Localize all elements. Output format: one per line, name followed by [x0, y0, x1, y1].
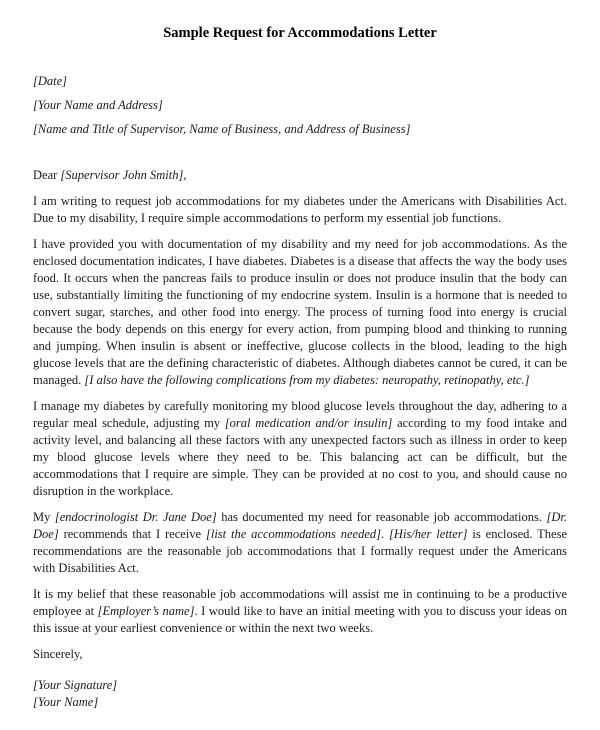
letter-body	[33, 193, 567, 637]
letter-paragraph	[33, 193, 567, 227]
body-text: It is my belief that these reasonable job accommodations will assist me in continuing to be a productive employee at	[33, 587, 567, 618]
signature-line: [Your Name]	[33, 695, 99, 709]
body-text: ,	[183, 168, 187, 182]
placeholder-text: [list the accommodations needed]	[205, 527, 382, 541]
body-text: Dear	[33, 168, 61, 182]
placeholder-text: [endocrinologist Dr. Jane Doe]	[54, 510, 217, 524]
signature-block	[33, 677, 567, 711]
closing: Sincerely,	[33, 647, 83, 661]
header-placeholder-line: [Name and Title of Supervisor, Name of Business, and Address of Business]	[33, 122, 411, 136]
placeholder-text: [Employer’s name]	[97, 604, 195, 618]
body-text: My	[33, 510, 55, 524]
letter-paragraph	[33, 586, 567, 637]
letter-paragraph	[33, 398, 567, 500]
placeholder-text: [Dr. Doe]	[33, 510, 568, 541]
signature-line: [Your Signature]	[33, 678, 118, 692]
body-text: has documented my need for reasonable job accommodations.	[216, 510, 547, 524]
body-text: I am writing to request job accommodations for my diabetes under the Americans with Disabilities Act. Due to my disability, I require simple accommodations to perform my essential job functions.	[33, 194, 567, 225]
body-text: according to my food intake and activity level, and balancing all these factors with any unexpected factors such as illness in order to keep my blood glucose levels where they need to be. This balancing act can be difficult, but the accommodations that I require are simple. They can be provided at no cost to you, and should cause no disruption in the workplace.	[33, 416, 567, 498]
placeholder-text: [His/her letter]	[389, 527, 468, 541]
body-text: I manage my diabetes by carefully monitoring my blood glucose levels throughout the day, adhering to a regular meal schedule, adjusting my	[33, 399, 567, 430]
letter-paragraph	[33, 236, 567, 389]
body-text: recommends that I receive	[58, 527, 206, 541]
placeholder-text: [oral medication and/or insulin]	[224, 416, 393, 430]
header-placeholder-line: [Your Name and Address]	[33, 98, 163, 112]
letter-header-block	[33, 73, 567, 137]
placeholder-text: [I also have the following complications from my diabetes: neuropathy, retinopathy, etc.]	[84, 373, 530, 387]
placeholder-text: [Supervisor John Smith]	[60, 168, 184, 182]
body-text: is enclosed. These recommendations are the reasonable job accommodations that I formally request under the Americans with Disabilities Act.	[33, 527, 568, 575]
body-text: .	[381, 527, 390, 541]
header-placeholder-line: [Date]	[33, 74, 68, 88]
body-text: . I would like to have an initial meeting with you to discuss your ideas on this issue at your earliest convenience or within the next two weeks.	[33, 604, 568, 635]
letter-paragraph	[33, 509, 567, 577]
body-text: I have provided you with documentation of my disability and my need for job accommodations. As the enclosed documentation indicates, I have diabetes. Diabetes is a disease that affects the way the body uses food. It occurs when the pancreas fails to produce insulin or does not produce insulin that the body can use, substantially limiting the functioning of my endocrine system. Insulin is a hormone that is needed to convert sugar, starches, and other food into energy. The process of turning food into energy is crucial because the body depends on this energy for every action, from pumping blood and thinking to running and jumping. When insulin is absent or ineffective, glucose collects in the blood, leading to the high glucose levels that are the defining characteristic of diabetes. Although diabetes cannot be cured, it can be managed.	[33, 237, 567, 387]
letter-title: Sample Request for Accommodations Letter	[163, 25, 437, 41]
salutation	[33, 167, 567, 184]
